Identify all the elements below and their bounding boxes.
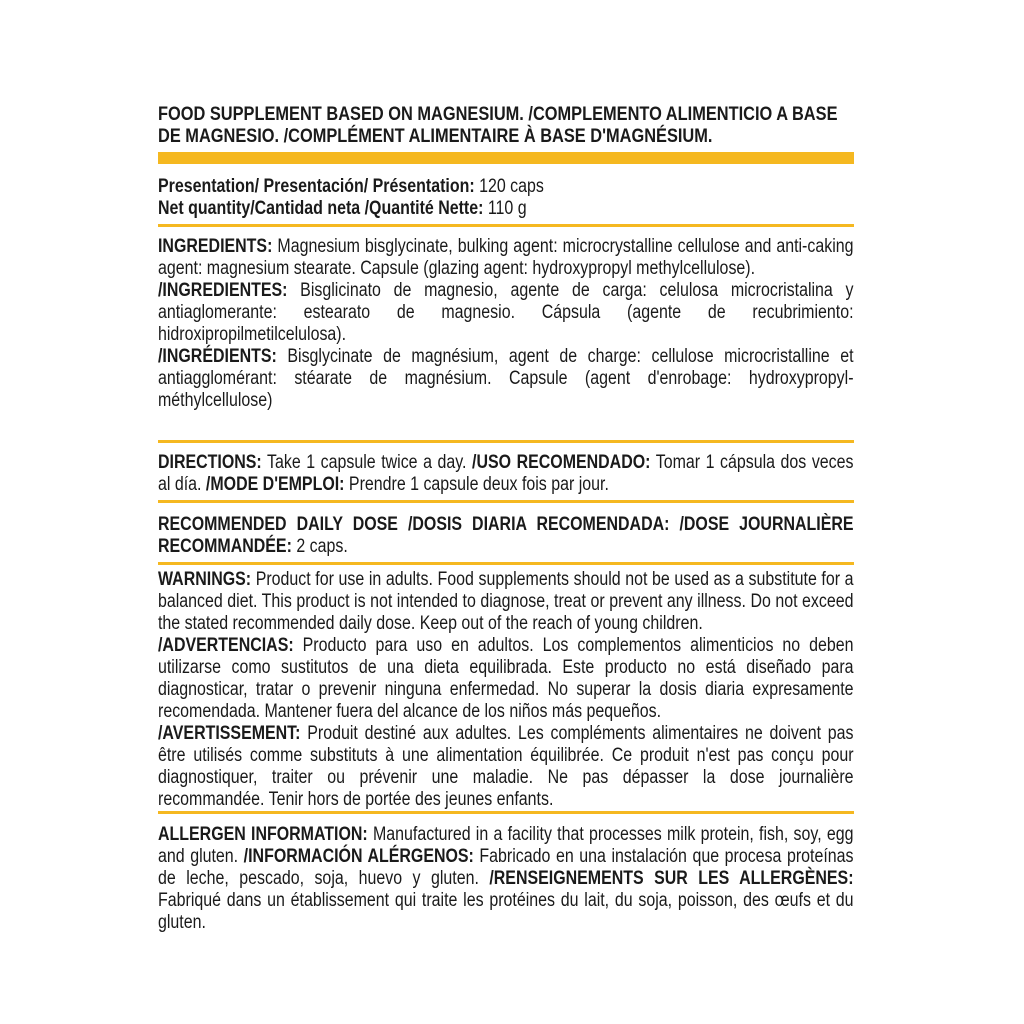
allergens-fr-label: /RENSEIGNEMENTS SUR LES ALLERGÈNES:: [489, 868, 854, 889]
warnings-es-label: /ADVERTENCIAS:: [158, 635, 294, 656]
allergens-en-text: Manufactured in a facility that processes milk protein, fish, soy, egg and gluten.: [158, 824, 854, 867]
directions-en-text: Take 1 capsule twice a day.: [261, 452, 473, 473]
allergens-fr-text: Fabriqué dans un établissement qui traite les protéines du lait, du soja, poisson, des œufs et du gluten.: [158, 890, 854, 933]
directions-es-text: Tomar 1 cápsula dos veces al día.: [158, 452, 854, 495]
ingredients-fr: [158, 346, 854, 412]
ingredients-fr-text: Bisglycinate de magnésium, agent de charge: cellulose microcristalline et antiagglomérant: stéarate de magnésium. Capsule (agent d'enrobage: hydroxypropyl-méthylcellulose): [158, 346, 854, 411]
ingredients-section: [158, 236, 854, 412]
net-quantity-label: Net quantity/Cantidad neta /Quantité Nette:: [158, 198, 484, 219]
directions-text: [158, 452, 854, 496]
daily-dose-divider: [158, 562, 854, 565]
net-quantity-line: [158, 198, 854, 220]
allergens-section: [158, 824, 854, 934]
daily-dose-section: [158, 514, 854, 558]
ingredients-divider: [158, 440, 854, 443]
product-title: FOOD SUPPLEMENT BASED ON MAGNESIUM. /COMPLEMENTO ALIMENTICIO A BASE DE MAGNESIO. /COMPLÉMENT ALIMENTAIRE À BASE D'MAGNÉSIUM.: [158, 103, 838, 147]
presentation-value: 120 caps: [474, 176, 544, 197]
net-quantity-value: 110 g: [483, 198, 527, 219]
warnings-en: [158, 569, 854, 635]
warnings-fr: [158, 723, 854, 811]
allergens-es-label: /INFORMACIÓN ALÉRGENOS:: [243, 846, 474, 867]
daily-dose-text: [158, 514, 854, 558]
daily-dose-value: 2 caps.: [291, 536, 348, 557]
ingredients-es: [158, 280, 854, 346]
ingredients-en: [158, 236, 854, 280]
ingredients-es-label: /INGREDIENTES:: [158, 280, 288, 301]
ingredients-es-text: Bisglicinato de magnesio, agente de carga: celulosa microcristalina y antiaglomerante: estearato de magnesio. Cápsula (agente de recubrimiento: hidroxipropilmetilcelulosa).: [158, 280, 854, 345]
warnings-section: [158, 569, 854, 811]
directions-fr-label: /MODE D'EMPLOI:: [205, 474, 345, 495]
presentation-line: [158, 176, 854, 198]
warnings-fr-text: Produit destiné aux adultes. Les compléments alimentaires ne doivent pas être utilisés comme substituts à une alimentation équilibrée. Ce produit n'est pas conçu pour diagnostiquer, traiter ou prévenir une maladie. Ne pas dépasser la dose journalière recommandée. Tenir hors de portée des jeunes enfants.: [158, 723, 854, 810]
quantity-divider: [158, 224, 854, 227]
directions-divider: [158, 500, 854, 503]
ingredients-fr-label: /INGRÉDIENTS:: [158, 346, 277, 367]
warnings-divider: [158, 811, 854, 814]
ingredients-en-label: INGREDIENTS:: [158, 236, 273, 257]
daily-dose-label: RECOMMENDED DAILY DOSE /DOSIS DIARIA RECOMENDADA: /DOSE JOURNALIÈRE RECOMMANDÉE:: [158, 514, 854, 557]
warnings-en-label: WARNINGS:: [158, 569, 252, 590]
allergens-es-text: Fabricado en una instalación que procesa proteínas de leche, pescado, soja, huevo y gluten.: [158, 846, 854, 889]
allergens-en-label: ALLERGEN INFORMATION:: [158, 824, 368, 845]
warnings-fr-label: /AVERTISSEMENT:: [158, 723, 301, 744]
directions-es-label: /USO RECOMENDADO:: [472, 452, 651, 473]
quantity-section: [158, 176, 743, 220]
presentation-label: Presentation/ Presentación/ Présentation:: [158, 176, 475, 197]
directions-en-label: DIRECTIONS:: [158, 452, 262, 473]
directions-section: [158, 452, 854, 496]
warnings-en-text: Product for use in adults. Food supplements should not be used as a substitute for a balanced diet. This product is not intended to diagnose, treat or prevent any illness. Do not exceed the stated recommended daily dose. Keep out of the reach of young children.: [158, 569, 854, 634]
directions-fr-text: Prendre 1 capsule deux fois par jour.: [344, 474, 609, 495]
title-divider: [158, 152, 854, 164]
allergens-text: [158, 824, 854, 934]
warnings-es: [158, 635, 854, 723]
title-section: [158, 103, 838, 147]
ingredients-en-text: Magnesium bisglycinate, bulking agent: microcrystalline cellulose and anti-caking agent: magnesium stearate. Capsule (glazing agent: hydroxypropyl methylcellulose).: [158, 236, 854, 279]
warnings-es-text: Producto para uso en adultos. Los complementos alimenticios no deben utilizarse como sustitutos de una dieta equilibrada. Este producto no está diseñado para diagnosticar, tratar o prevenir ninguna enfermedad. No superar la dosis diaria expresamente recomendada. Mantener fuera del alcance de los niños más pequeños.: [158, 635, 854, 722]
